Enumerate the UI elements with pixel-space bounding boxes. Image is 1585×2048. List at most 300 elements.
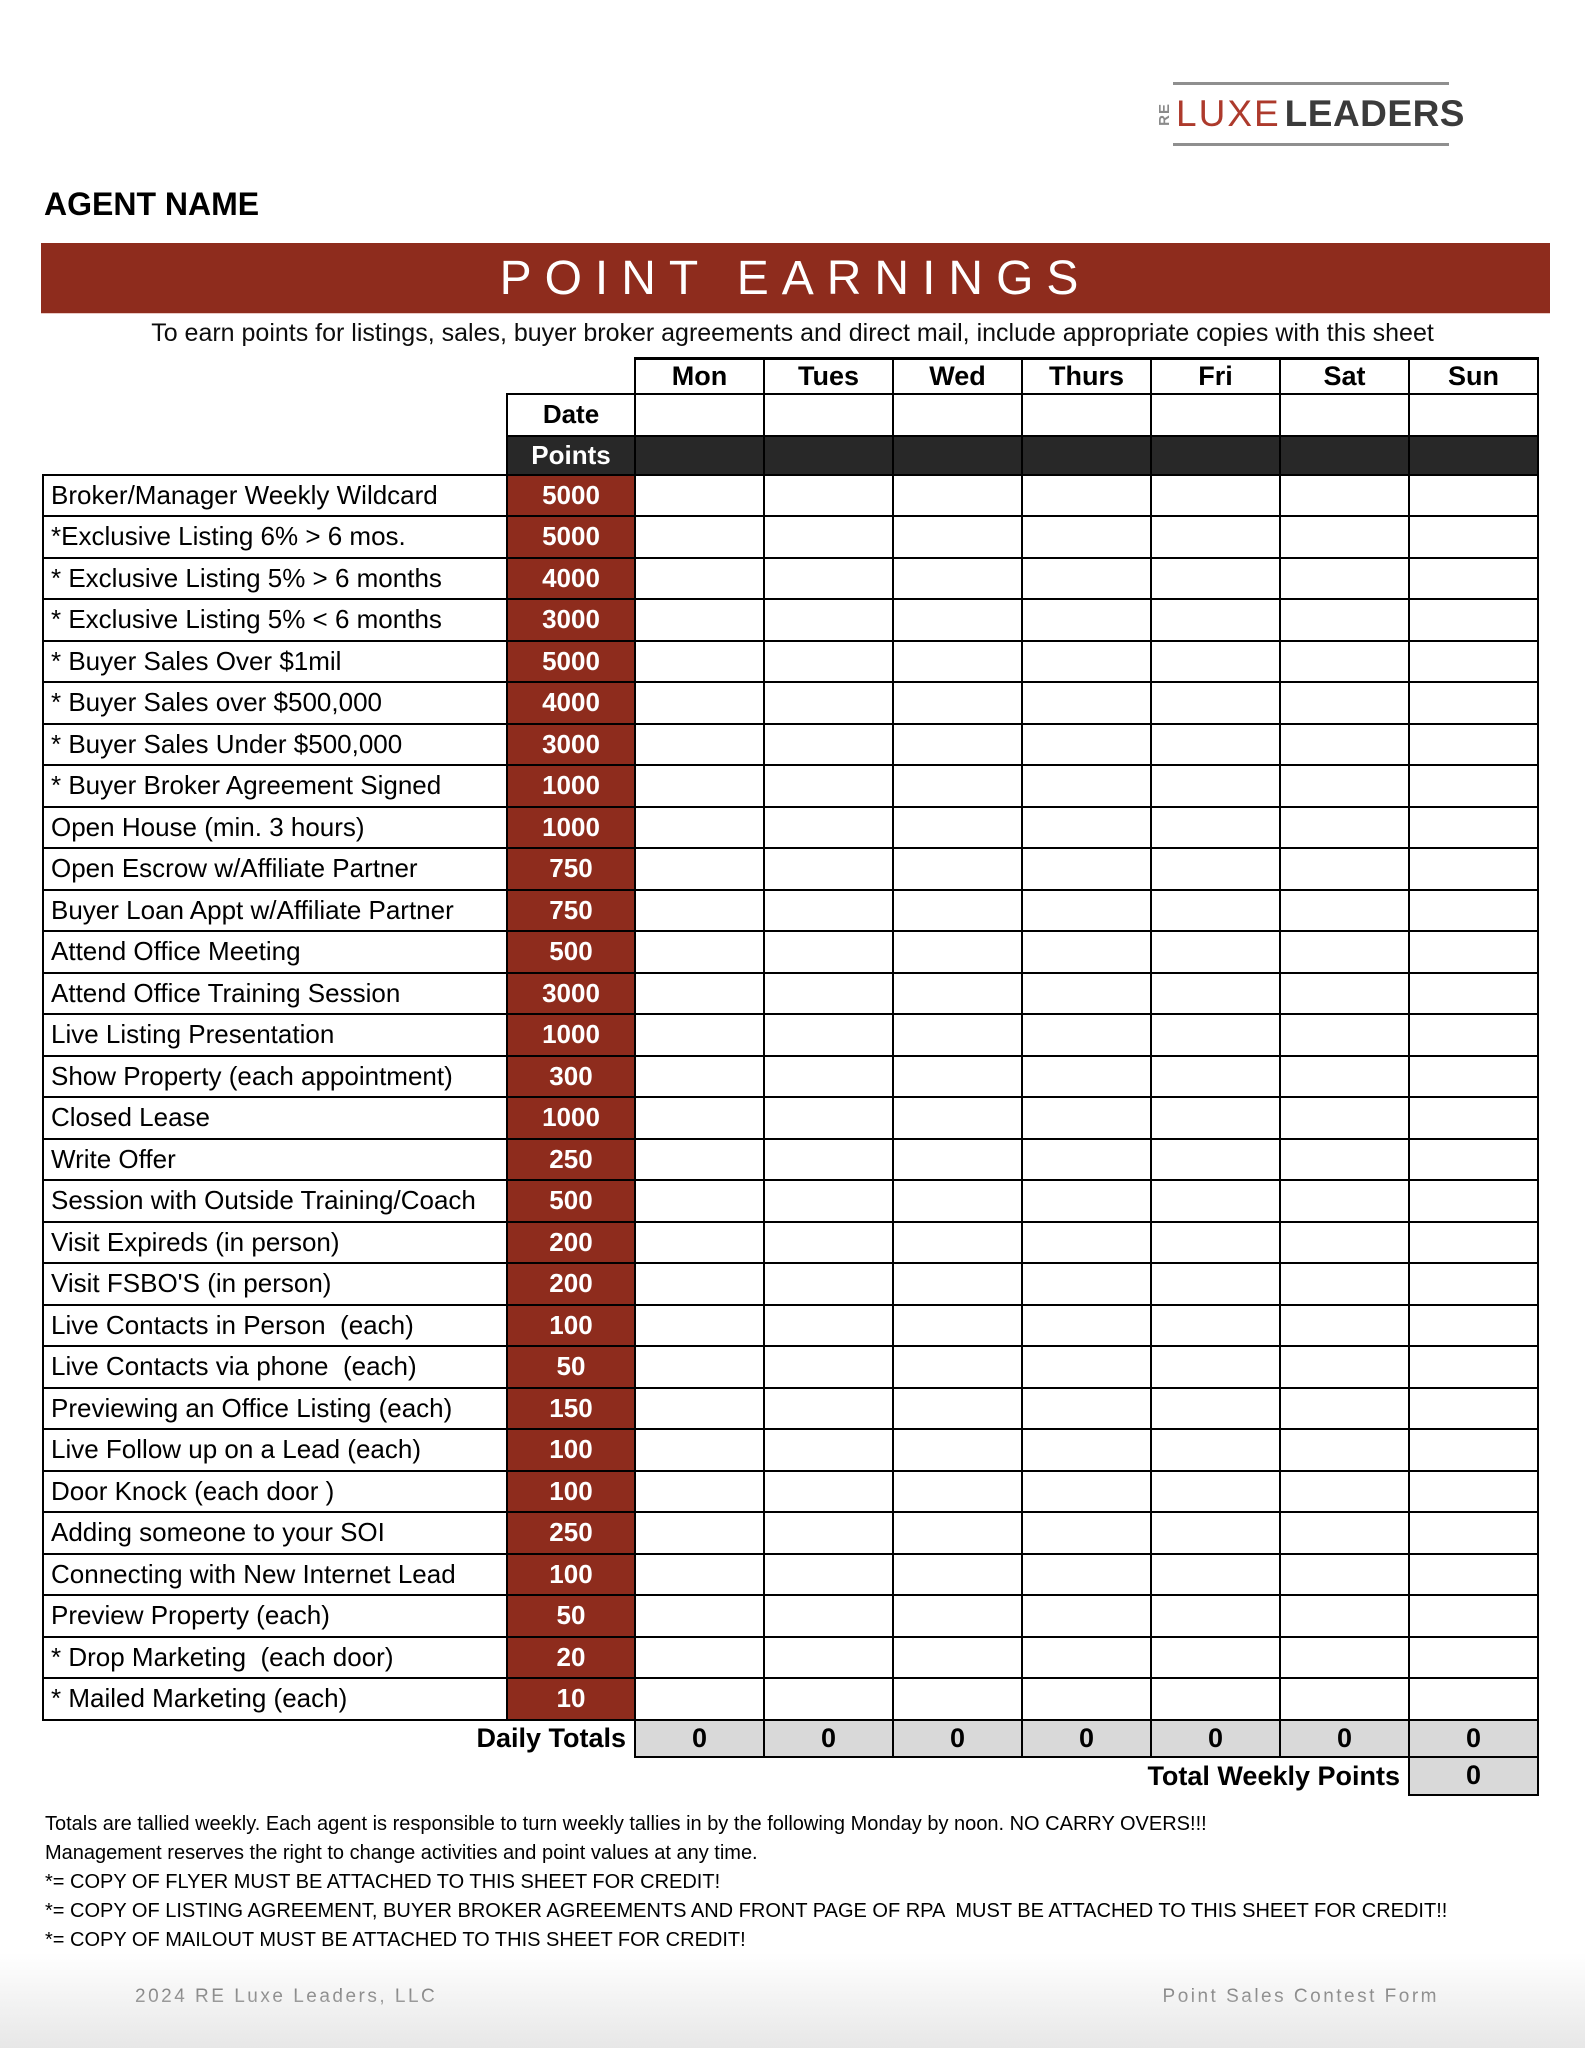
entry-cell-tues-row9[interactable]: [764, 807, 893, 849]
entry-cell-sat-row23[interactable]: [1280, 1388, 1409, 1430]
entry-cell-sat-row22[interactable]: [1280, 1346, 1409, 1388]
entry-cell-mon-row26[interactable]: [635, 1512, 764, 1554]
activity-label: Live Contacts via phone (each): [43, 1346, 507, 1388]
entry-cell-tues-row8[interactable]: [764, 765, 893, 807]
footnotes: [45, 1810, 1545, 1955]
entry-cell-tues-row23[interactable]: [764, 1388, 893, 1430]
entry-cell-thurs-row6[interactable]: [1022, 682, 1151, 724]
entry-cell-fri-row18[interactable]: [1151, 1180, 1280, 1222]
entry-cell-sun-row10[interactable]: [1409, 848, 1538, 890]
entry-cell-fri-row24[interactable]: [1151, 1429, 1280, 1471]
entry-cell-mon-row5[interactable]: [635, 641, 764, 683]
points-value: 10: [507, 1678, 635, 1720]
total-weekly-points-value: 0: [1409, 1757, 1538, 1795]
entry-cell-sat-row29[interactable]: [1280, 1637, 1409, 1679]
activity-label: Show Property (each appointment): [43, 1056, 507, 1098]
entry-cell-wed-row27[interactable]: [893, 1554, 1022, 1596]
entry-cell-sun-row24[interactable]: [1409, 1429, 1538, 1471]
entry-cell-tues-row27[interactable]: [764, 1554, 893, 1596]
table-row: [43, 1388, 1538, 1430]
date-row-label: Date: [507, 394, 635, 436]
entry-cell-fri-row30[interactable]: [1151, 1678, 1280, 1720]
entry-cell-wed-row8[interactable]: [893, 765, 1022, 807]
table-row: [43, 1757, 1538, 1795]
logo-re-mark: RE: [1156, 102, 1174, 126]
entry-cell-wed-row18[interactable]: [893, 1180, 1022, 1222]
entry-cell-mon-row4[interactable]: [635, 599, 764, 641]
activity-label: Write Offer: [43, 1139, 507, 1181]
entry-cell-wed-row16[interactable]: [893, 1097, 1022, 1139]
entry-cell-fri-row29[interactable]: [1151, 1637, 1280, 1679]
entry-cell-wed-row2[interactable]: [893, 516, 1022, 558]
entry-cell-wed-row26[interactable]: [893, 1512, 1022, 1554]
entry-cell-thurs-row23[interactable]: [1022, 1388, 1151, 1430]
entry-cell-tues-row10[interactable]: [764, 848, 893, 890]
entry-cell-tues-row6[interactable]: [764, 682, 893, 724]
date-cell-fri[interactable]: [1151, 394, 1280, 436]
entry-cell-sun-row8[interactable]: [1409, 765, 1538, 807]
entry-cell-thurs-row16[interactable]: [1022, 1097, 1151, 1139]
entry-cell-wed-row30[interactable]: [893, 1678, 1022, 1720]
entry-cell-tues-row22[interactable]: [764, 1346, 893, 1388]
entry-cell-thurs-row3[interactable]: [1022, 558, 1151, 600]
entry-cell-thurs-row17[interactable]: [1022, 1139, 1151, 1181]
entry-cell-wed-row21[interactable]: [893, 1305, 1022, 1347]
entry-cell-thurs-row11[interactable]: [1022, 890, 1151, 932]
entry-cell-fri-row13[interactable]: [1151, 973, 1280, 1015]
re-luxe-leaders-logo: [1156, 82, 1465, 146]
entry-cell-sun-row20[interactable]: [1409, 1263, 1538, 1305]
table-row: [43, 1139, 1538, 1181]
points-spacer: [43, 436, 507, 475]
points-value: 100: [507, 1554, 635, 1596]
activity-label: Attend Office Training Session: [43, 973, 507, 1015]
entry-cell-thurs-row15[interactable]: [1022, 1056, 1151, 1098]
entry-cell-mon-row15[interactable]: [635, 1056, 764, 1098]
entry-cell-thurs-row8[interactable]: [1022, 765, 1151, 807]
entry-cell-sun-row14[interactable]: [1409, 1014, 1538, 1056]
entry-cell-sun-row13[interactable]: [1409, 973, 1538, 1015]
entry-cell-tues-row13[interactable]: [764, 973, 893, 1015]
table-row: [43, 1346, 1538, 1388]
entry-cell-sat-row5[interactable]: [1280, 641, 1409, 683]
entry-cell-sun-row18[interactable]: [1409, 1180, 1538, 1222]
entry-cell-thurs-row26[interactable]: [1022, 1512, 1151, 1554]
points-value: 1000: [507, 1014, 635, 1056]
entry-cell-thurs-row28[interactable]: [1022, 1595, 1151, 1637]
entry-cell-fri-row1[interactable]: [1151, 475, 1280, 517]
entry-cell-mon-row25[interactable]: [635, 1471, 764, 1513]
entry-cell-wed-row14[interactable]: [893, 1014, 1022, 1056]
entry-cell-thurs-row7[interactable]: [1022, 724, 1151, 766]
entry-cell-wed-row19[interactable]: [893, 1222, 1022, 1264]
activity-label: Attend Office Meeting: [43, 931, 507, 973]
entry-cell-tues-row16[interactable]: [764, 1097, 893, 1139]
entry-cell-wed-row29[interactable]: [893, 1637, 1022, 1679]
entry-cell-sat-row28[interactable]: [1280, 1595, 1409, 1637]
page-title: POINT EARNINGS: [499, 251, 1092, 305]
entry-cell-mon-row18[interactable]: [635, 1180, 764, 1222]
entry-cell-sun-row3[interactable]: [1409, 558, 1538, 600]
entry-cell-mon-row19[interactable]: [635, 1222, 764, 1264]
activity-label: Session with Outside Training/Coach: [43, 1180, 507, 1222]
entry-cell-fri-row10[interactable]: [1151, 848, 1280, 890]
entry-cell-mon-row2[interactable]: [635, 516, 764, 558]
points-value: 5000: [507, 641, 635, 683]
entry-cell-sat-row1[interactable]: [1280, 475, 1409, 517]
entry-cell-wed-row1[interactable]: [893, 475, 1022, 517]
entry-cell-mon-row28[interactable]: [635, 1595, 764, 1637]
entry-cell-tues-row1[interactable]: [764, 475, 893, 517]
activity-label: Visit FSBO'S (in person): [43, 1263, 507, 1305]
entry-cell-fri-row6[interactable]: [1151, 682, 1280, 724]
entry-cell-sat-row12[interactable]: [1280, 931, 1409, 973]
entry-cell-tues-row7[interactable]: [764, 724, 893, 766]
entry-cell-wed-row9[interactable]: [893, 807, 1022, 849]
entry-cell-mon-row6[interactable]: [635, 682, 764, 724]
entry-cell-tues-row17[interactable]: [764, 1139, 893, 1181]
entry-cell-sun-row11[interactable]: [1409, 890, 1538, 932]
entry-cell-sat-row20[interactable]: [1280, 1263, 1409, 1305]
points-value: 1000: [507, 807, 635, 849]
entry-cell-sun-row5[interactable]: [1409, 641, 1538, 683]
entry-cell-tues-row5[interactable]: [764, 641, 893, 683]
entry-cell-sat-row4[interactable]: [1280, 599, 1409, 641]
daily-totals-label: Daily Totals: [476, 1723, 626, 1753]
activity-label: Live Contacts in Person (each): [43, 1305, 507, 1347]
activity-label: * Buyer Sales over $500,000: [43, 682, 507, 724]
entry-cell-wed-row25[interactable]: [893, 1471, 1022, 1513]
entry-cell-sun-row15[interactable]: [1409, 1056, 1538, 1098]
entry-cell-tues-row11[interactable]: [764, 890, 893, 932]
entry-cell-sun-row16[interactable]: [1409, 1097, 1538, 1139]
entry-cell-fri-row8[interactable]: [1151, 765, 1280, 807]
entry-cell-mon-row29[interactable]: [635, 1637, 764, 1679]
entry-cell-thurs-row4[interactable]: [1022, 599, 1151, 641]
entry-cell-sat-row21[interactable]: [1280, 1305, 1409, 1347]
table-row: [43, 436, 1538, 475]
entry-cell-tues-row21[interactable]: [764, 1305, 893, 1347]
entry-cell-fri-row28[interactable]: [1151, 1595, 1280, 1637]
points-header-cell-sun: [1409, 436, 1538, 475]
table-row: [43, 765, 1538, 807]
entry-cell-sat-row6[interactable]: [1280, 682, 1409, 724]
entry-cell-thurs-row20[interactable]: [1022, 1263, 1151, 1305]
entry-cell-thurs-row29[interactable]: [1022, 1637, 1151, 1679]
points-value: 3000: [507, 599, 635, 641]
entry-cell-thurs-row5[interactable]: [1022, 641, 1151, 683]
entry-cell-fri-row27[interactable]: [1151, 1554, 1280, 1596]
entry-cell-mon-row17[interactable]: [635, 1139, 764, 1181]
entry-cell-mon-row8[interactable]: [635, 765, 764, 807]
entry-cell-sun-row4[interactable]: [1409, 599, 1538, 641]
entry-cell-tues-row19[interactable]: [764, 1222, 893, 1264]
entry-cell-mon-row3[interactable]: [635, 558, 764, 600]
entry-cell-thurs-row10[interactable]: [1022, 848, 1151, 890]
entry-cell-tues-row29[interactable]: [764, 1637, 893, 1679]
entry-cell-mon-row1[interactable]: [635, 475, 764, 517]
table-row: [43, 516, 1538, 558]
entry-cell-fri-row2[interactable]: [1151, 516, 1280, 558]
entry-cell-thurs-row19[interactable]: [1022, 1222, 1151, 1264]
points-header-cell-mon: [635, 436, 764, 475]
entry-cell-fri-row4[interactable]: [1151, 599, 1280, 641]
entry-cell-mon-row11[interactable]: [635, 890, 764, 932]
entry-cell-sat-row3[interactable]: [1280, 558, 1409, 600]
entry-cell-fri-row12[interactable]: [1151, 931, 1280, 973]
entry-cell-sat-row16[interactable]: [1280, 1097, 1409, 1139]
entry-cell-thurs-row12[interactable]: [1022, 931, 1151, 973]
entry-cell-fri-row9[interactable]: [1151, 807, 1280, 849]
entry-cell-mon-row16[interactable]: [635, 1097, 764, 1139]
entry-cell-mon-row12[interactable]: [635, 931, 764, 973]
entry-cell-tues-row28[interactable]: [764, 1595, 893, 1637]
entry-cell-sun-row1[interactable]: [1409, 475, 1538, 517]
entry-cell-sat-row27[interactable]: [1280, 1554, 1409, 1596]
points-value: 750: [507, 890, 635, 932]
entry-cell-sat-row26[interactable]: [1280, 1512, 1409, 1554]
entry-cell-fri-row14[interactable]: [1151, 1014, 1280, 1056]
entry-cell-sat-row15[interactable]: [1280, 1056, 1409, 1098]
entry-cell-tues-row18[interactable]: [764, 1180, 893, 1222]
points-value: 750: [507, 848, 635, 890]
entry-cell-wed-row12[interactable]: [893, 931, 1022, 973]
entry-cell-fri-row23[interactable]: [1151, 1388, 1280, 1430]
entry-cell-fri-row25[interactable]: [1151, 1471, 1280, 1513]
entry-cell-mon-row27[interactable]: [635, 1554, 764, 1596]
entry-cell-wed-row20[interactable]: [893, 1263, 1022, 1305]
entry-cell-sun-row21[interactable]: [1409, 1305, 1538, 1347]
entry-cell-fri-row19[interactable]: [1151, 1222, 1280, 1264]
entry-cell-wed-row4[interactable]: [893, 599, 1022, 641]
entry-cell-thurs-row30[interactable]: [1022, 1678, 1151, 1720]
entry-cell-mon-row20[interactable]: [635, 1263, 764, 1305]
entry-cell-thurs-row22[interactable]: [1022, 1346, 1151, 1388]
table-row: [43, 1263, 1538, 1305]
date-spacer: [43, 394, 507, 436]
entry-cell-fri-row22[interactable]: [1151, 1346, 1280, 1388]
entry-cell-mon-row30[interactable]: [635, 1678, 764, 1720]
entry-cell-sat-row10[interactable]: [1280, 848, 1409, 890]
date-cell-sat[interactable]: [1280, 394, 1409, 436]
points-value: 1000: [507, 1097, 635, 1139]
entry-cell-mon-row10[interactable]: [635, 848, 764, 890]
entry-cell-fri-row17[interactable]: [1151, 1139, 1280, 1181]
entry-cell-fri-row3[interactable]: [1151, 558, 1280, 600]
entry-cell-sun-row22[interactable]: [1409, 1346, 1538, 1388]
points-header-cell-thurs: [1022, 436, 1151, 475]
points-row-label: Points: [507, 436, 635, 475]
entry-cell-tues-row25[interactable]: [764, 1471, 893, 1513]
entry-cell-tues-row24[interactable]: [764, 1429, 893, 1471]
entry-cell-sun-row30[interactable]: [1409, 1678, 1538, 1720]
entry-cell-mon-row7[interactable]: [635, 724, 764, 766]
activity-label: Open House (min. 3 hours): [43, 807, 507, 849]
entry-cell-sat-row24[interactable]: [1280, 1429, 1409, 1471]
points-value: 4000: [507, 558, 635, 600]
entry-cell-tues-row20[interactable]: [764, 1263, 893, 1305]
entry-cell-sat-row2[interactable]: [1280, 516, 1409, 558]
entry-cell-wed-row11[interactable]: [893, 890, 1022, 932]
entry-cell-mon-row22[interactable]: [635, 1346, 764, 1388]
date-cell-wed[interactable]: [893, 394, 1022, 436]
entry-cell-wed-row6[interactable]: [893, 682, 1022, 724]
entry-cell-sat-row9[interactable]: [1280, 807, 1409, 849]
points-value: 200: [507, 1222, 635, 1264]
table-row: [43, 724, 1538, 766]
entry-cell-wed-row24[interactable]: [893, 1429, 1022, 1471]
entry-cell-sun-row26[interactable]: [1409, 1512, 1538, 1554]
entry-cell-thurs-row14[interactable]: [1022, 1014, 1151, 1056]
entry-cell-tues-row14[interactable]: [764, 1014, 893, 1056]
entry-cell-thurs-row27[interactable]: [1022, 1554, 1151, 1596]
activity-label: Buyer Loan Appt w/Affiliate Partner: [43, 890, 507, 932]
entry-cell-sat-row30[interactable]: [1280, 1678, 1409, 1720]
entry-cell-sat-row7[interactable]: [1280, 724, 1409, 766]
entry-cell-fri-row20[interactable]: [1151, 1263, 1280, 1305]
entry-cell-thurs-row21[interactable]: [1022, 1305, 1151, 1347]
table-row: [43, 848, 1538, 890]
entry-cell-wed-row13[interactable]: [893, 973, 1022, 1015]
table-row: [43, 1471, 1538, 1513]
entry-cell-wed-row10[interactable]: [893, 848, 1022, 890]
date-cell-sun[interactable]: [1409, 394, 1538, 436]
entry-cell-sun-row28[interactable]: [1409, 1595, 1538, 1637]
entry-cell-mon-row9[interactable]: [635, 807, 764, 849]
entry-cell-sun-row25[interactable]: [1409, 1471, 1538, 1513]
entry-cell-sun-row12[interactable]: [1409, 931, 1538, 973]
entry-cell-wed-row23[interactable]: [893, 1388, 1022, 1430]
date-cell-tues[interactable]: [764, 394, 893, 436]
entry-cell-thurs-row1[interactable]: [1022, 475, 1151, 517]
table-row: [43, 1097, 1538, 1139]
table-row: [43, 1637, 1538, 1679]
entry-cell-sat-row18[interactable]: [1280, 1180, 1409, 1222]
footer-form-name: Point Sales Contest Form: [1162, 1986, 1439, 2007]
points-value: 5000: [507, 475, 635, 517]
entry-cell-sun-row19[interactable]: [1409, 1222, 1538, 1264]
logo-leaders-text: LEADERS: [1284, 93, 1465, 134]
points-header-cell-fri: [1151, 436, 1280, 475]
entry-cell-mon-row24[interactable]: [635, 1429, 764, 1471]
daily-total-mon: 0: [635, 1720, 764, 1757]
entry-cell-mon-row23[interactable]: [635, 1388, 764, 1430]
entry-cell-fri-row15[interactable]: [1151, 1056, 1280, 1098]
entry-cell-sat-row11[interactable]: [1280, 890, 1409, 932]
table-row: [43, 558, 1538, 600]
date-cell-thurs[interactable]: [1022, 394, 1151, 436]
activity-label: Door Knock (each door ): [43, 1471, 507, 1513]
entry-cell-fri-row5[interactable]: [1151, 641, 1280, 683]
entry-cell-thurs-row9[interactable]: [1022, 807, 1151, 849]
points-value: 50: [507, 1595, 635, 1637]
entry-cell-tues-row2[interactable]: [764, 516, 893, 558]
entry-cell-sun-row6[interactable]: [1409, 682, 1538, 724]
entry-cell-wed-row15[interactable]: [893, 1056, 1022, 1098]
footer-copyright: 2024 RE Luxe Leaders, LLC: [135, 1986, 438, 2007]
footnote-line: Totals are tallied weekly. Each agent is responsible to turn weekly tallies in by the following Monday by noon. NO CARRY OVERS!!!: [45, 1813, 1207, 1835]
entry-cell-tues-row3[interactable]: [764, 558, 893, 600]
entry-cell-wed-row3[interactable]: [893, 558, 1022, 600]
table-row: [43, 1180, 1538, 1222]
agent-name-label: AGENT NAME: [44, 186, 260, 222]
entry-cell-fri-row21[interactable]: [1151, 1305, 1280, 1347]
entry-cell-wed-row28[interactable]: [893, 1595, 1022, 1637]
entry-cell-sat-row13[interactable]: [1280, 973, 1409, 1015]
date-cell-mon[interactable]: [635, 394, 764, 436]
table-row: [43, 359, 1538, 394]
entry-cell-thurs-row24[interactable]: [1022, 1429, 1151, 1471]
table-row: [43, 1678, 1538, 1720]
activity-label: Visit Expireds (in person): [43, 1222, 507, 1264]
entry-cell-fri-row7[interactable]: [1151, 724, 1280, 766]
entry-cell-wed-row5[interactable]: [893, 641, 1022, 683]
table-row: [43, 1014, 1538, 1056]
entry-cell-sat-row17[interactable]: [1280, 1139, 1409, 1181]
entry-cell-sat-row14[interactable]: [1280, 1014, 1409, 1056]
entry-cell-fri-row16[interactable]: [1151, 1097, 1280, 1139]
table-row: [43, 1056, 1538, 1098]
entry-cell-thurs-row13[interactable]: [1022, 973, 1151, 1015]
activity-label: Live Follow up on a Lead (each): [43, 1429, 507, 1471]
points-table-body: [43, 359, 1538, 1795]
activity-label: Adding someone to your SOI: [43, 1512, 507, 1554]
entry-cell-wed-row17[interactable]: [893, 1139, 1022, 1181]
activity-label: Preview Property (each): [43, 1595, 507, 1637]
entry-cell-sat-row25[interactable]: [1280, 1471, 1409, 1513]
entry-cell-tues-row12[interactable]: [764, 931, 893, 973]
day-header-mon: Mon: [635, 359, 764, 394]
points-value: 100: [507, 1305, 635, 1347]
daily-total-fri: 0: [1151, 1720, 1280, 1757]
day-header-fri: Fri: [1151, 359, 1280, 394]
entry-cell-fri-row11[interactable]: [1151, 890, 1280, 932]
dayhead-spacer: [43, 359, 635, 394]
points-value: 1000: [507, 765, 635, 807]
entry-cell-thurs-row2[interactable]: [1022, 516, 1151, 558]
points-value: 3000: [507, 724, 635, 766]
entry-cell-sun-row7[interactable]: [1409, 724, 1538, 766]
entry-cell-mon-row13[interactable]: [635, 973, 764, 1015]
entry-cell-tues-row4[interactable]: [764, 599, 893, 641]
table-row: [43, 475, 1538, 517]
table-row: [43, 394, 1538, 436]
entry-cell-mon-row14[interactable]: [635, 1014, 764, 1056]
table-row: [43, 1429, 1538, 1471]
entry-cell-tues-row26[interactable]: [764, 1512, 893, 1554]
entry-cell-thurs-row25[interactable]: [1022, 1471, 1151, 1513]
daily-total-sat: 0: [1280, 1720, 1409, 1757]
entry-cell-sun-row27[interactable]: [1409, 1554, 1538, 1596]
entry-cell-wed-row22[interactable]: [893, 1346, 1022, 1388]
entry-cell-thurs-row18[interactable]: [1022, 1180, 1151, 1222]
entry-cell-sun-row2[interactable]: [1409, 516, 1538, 558]
entry-cell-tues-row15[interactable]: [764, 1056, 893, 1098]
entry-cell-sun-row9[interactable]: [1409, 807, 1538, 849]
entry-cell-sun-row23[interactable]: [1409, 1388, 1538, 1430]
entry-cell-mon-row21[interactable]: [635, 1305, 764, 1347]
entry-cell-tues-row30[interactable]: [764, 1678, 893, 1720]
entry-cell-sat-row19[interactable]: [1280, 1222, 1409, 1264]
entry-cell-fri-row26[interactable]: [1151, 1512, 1280, 1554]
activity-label: *Exclusive Listing 6% > 6 mos.: [43, 516, 507, 558]
entry-cell-sun-row17[interactable]: [1409, 1139, 1538, 1181]
entry-cell-wed-row7[interactable]: [893, 724, 1022, 766]
activity-label: Connecting with New Internet Lead: [43, 1554, 507, 1596]
table-row: [43, 1512, 1538, 1554]
entry-cell-sat-row8[interactable]: [1280, 765, 1409, 807]
entry-cell-sun-row29[interactable]: [1409, 1637, 1538, 1679]
